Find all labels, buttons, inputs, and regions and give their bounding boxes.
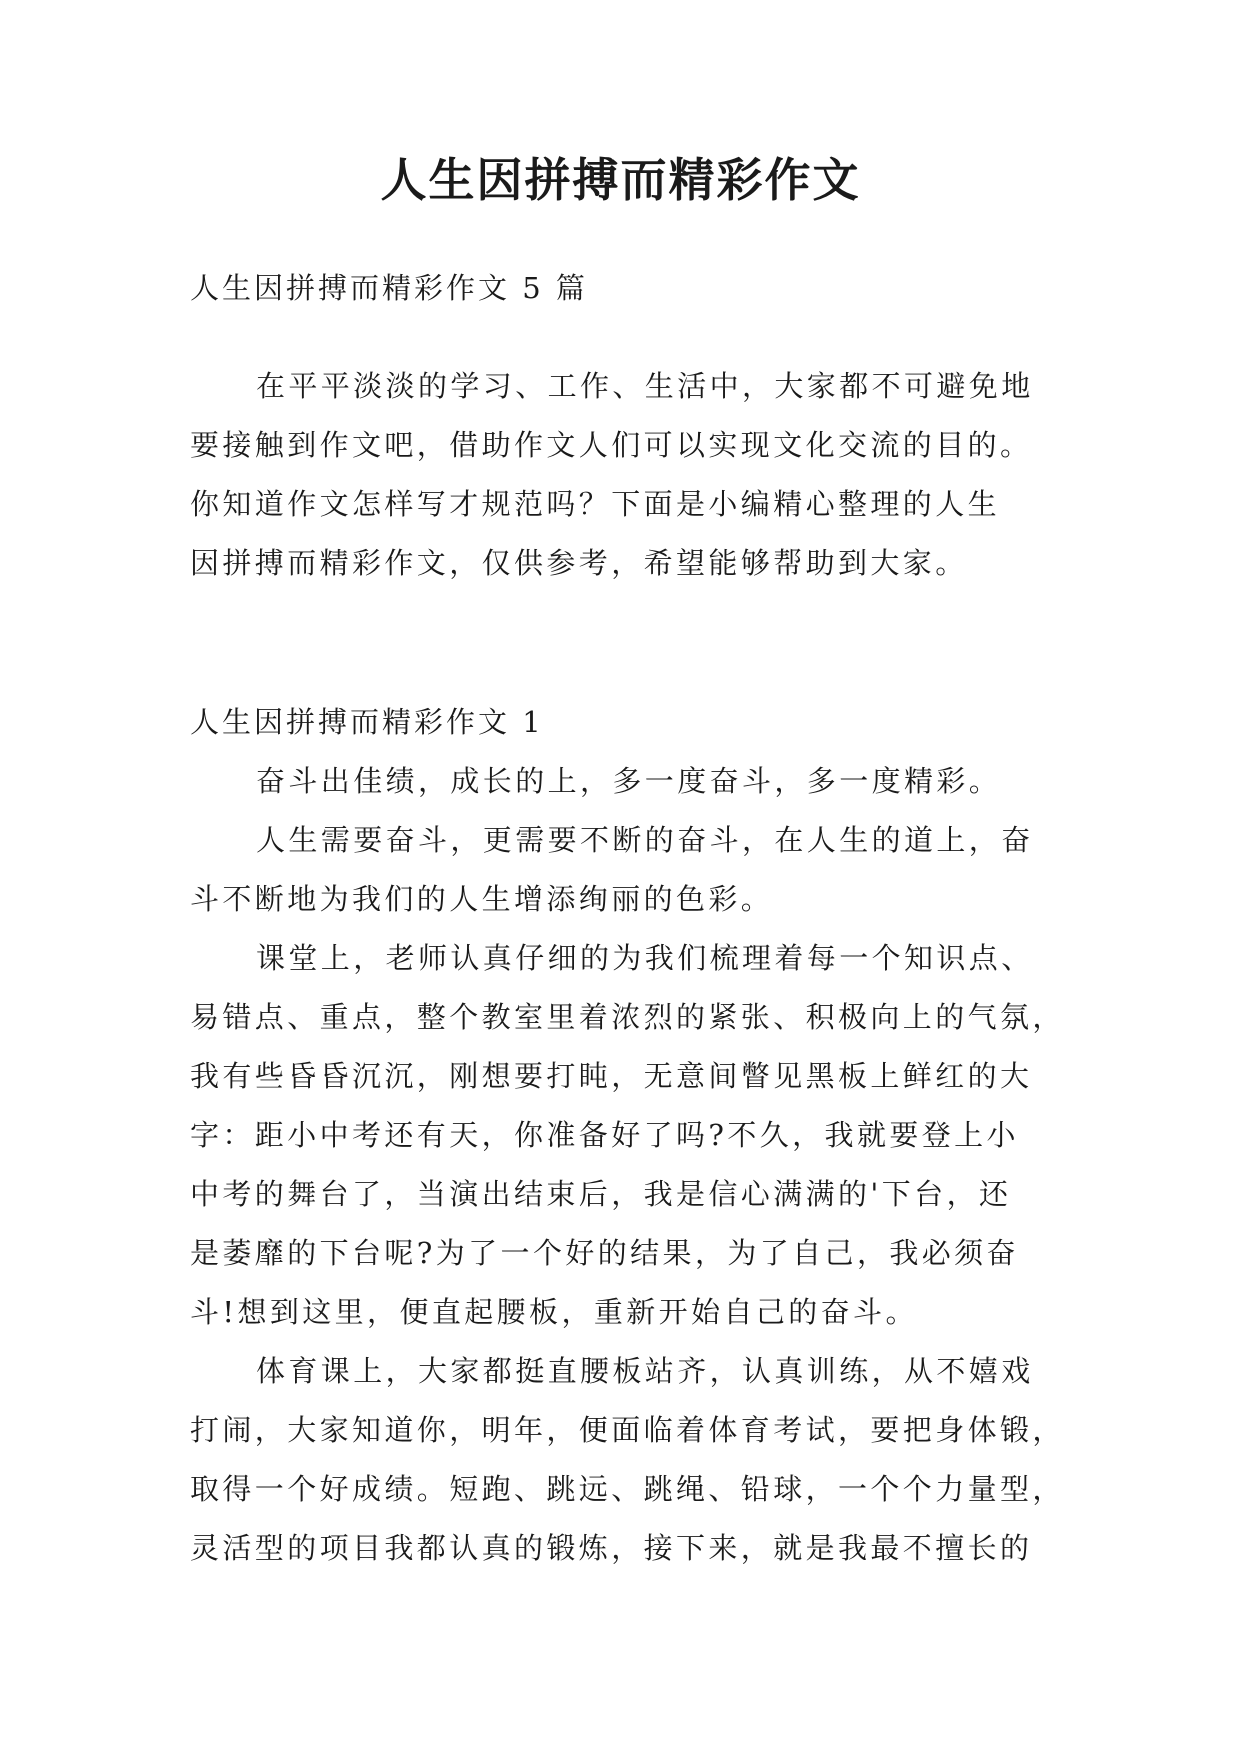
paragraph-line: 人生需要奋斗，更需要不断的奋斗，在人生的道上，奋 <box>256 823 1034 857</box>
paragraph-line: 斗!想到这里，便直起腰板，重新开始自己的奋斗。 <box>190 1295 918 1329</box>
paragraph-line: 易错点、重点，整个教室里着浓烈的紧张、积极向上的气氛， <box>190 1000 1065 1034</box>
essay-paragraph <box>190 1342 1070 1578</box>
paragraph-line: 打闹，大家知道你，明年，便面临着体育考试，要把身体锻， <box>190 1413 1065 1447</box>
paragraph-line: 课堂上，老师认真仔细的为我们梳理着每一个知识点、 <box>256 941 1034 975</box>
essay-body <box>190 752 1070 1578</box>
paragraph-line: 字：距小中考还有天，你准备好了吗?不久，我就要登上小 <box>190 1118 1019 1152</box>
paragraph-line: 奋斗出佳绩，成长的上，多一度奋斗，多一度精彩。 <box>256 764 1002 798</box>
section-title: 人生因拼搏而精彩作文 1 <box>190 705 544 739</box>
intro-line: 要接触到作文吧，借助作文人们可以实现文化交流的目的。 <box>190 428 1033 462</box>
intro-line: 因拼搏而精彩作文，仅供参考，希望能够帮助到大家。 <box>190 546 968 580</box>
paragraph-line: 是萎靡的下台呢?为了一个好的结果，为了自己，我必须奋 <box>190 1236 1019 1270</box>
essay-paragraph <box>190 811 1070 929</box>
document-subtitle: 人生因拼搏而精彩作文 5 篇 <box>190 271 588 305</box>
intro-line: 在平平淡淡的学习、工作、生活中，大家都不可避免地 <box>256 369 1034 403</box>
paragraph-line: 灵活型的项目我都认真的锻炼，接下来，就是我最不擅长的 <box>190 1531 1033 1565</box>
essay-paragraph <box>190 929 1070 1342</box>
paragraph-line: 取得一个好成绩。短跑、跳远、跳绳、铅球，一个个力量型， <box>190 1472 1065 1506</box>
paragraph-line: 体育课上，大家都挺直腰板站齐，认真训练，从不嬉戏 <box>256 1354 1034 1388</box>
paragraph-line: 中考的舞台了，当演出结束后，我是信心满满的'下台，还 <box>190 1177 1012 1211</box>
document-title: 人生因拼搏而精彩作文 <box>380 153 861 207</box>
intro-line: 你知道作文怎样写才规范吗？下面是小编精心整理的人生 <box>190 487 1001 521</box>
intro-paragraph <box>190 357 1070 593</box>
paragraph-line: 斗不断地为我们的人生增添绚丽的色彩。 <box>190 882 774 916</box>
paragraph-line: 我有些昏昏沉沉，刚想要打盹，无意间瞥见黑板上鲜红的大 <box>190 1059 1033 1093</box>
essay-paragraph <box>190 752 1070 811</box>
